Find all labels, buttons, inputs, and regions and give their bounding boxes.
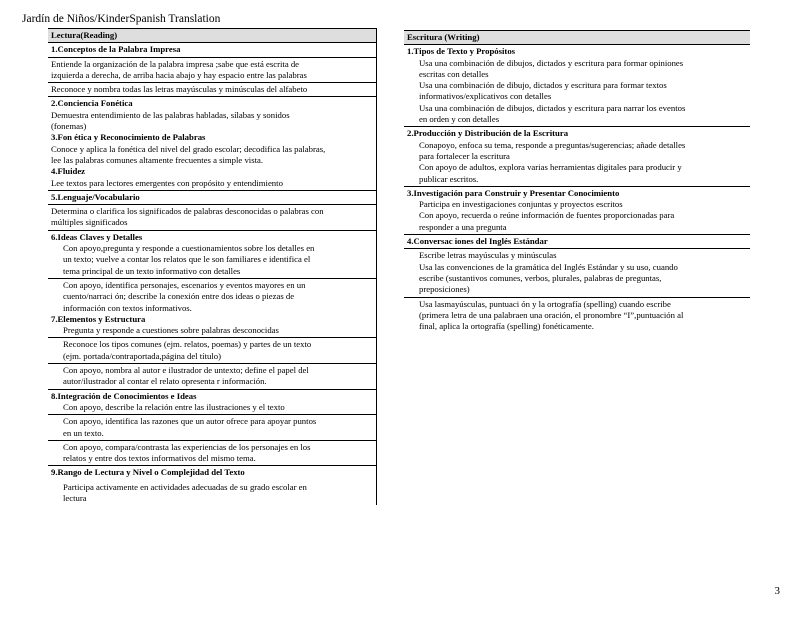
standard-text: Con apoyo, compara/contrasta las experiencias de los personajes en los relatos y entre dos textos informativos del mismo tema. (48, 441, 376, 467)
section-title: 4.Conversac iones del Inglés Estándar (407, 236, 548, 247)
standard-text: Reconoce los tipos comunes (ejm. relatos, poemas) y partes de un texto (ejm. portada/contraportada,página del título) (48, 338, 376, 364)
standard-text: Con apoyo, identifica personajes, escenarios y eventos mayores en un cuento/narraci ón; describe la conexión entre dos ideas o piezas de información con textos informativos. 7.Elementos y Estructura Pregunta y responde a cuestiones sobre palabras desconocidas (48, 279, 376, 338)
standard-text: Con apoyo, identifica las razones que un autor ofrece para apoyar puntos en un texto. (48, 415, 376, 441)
section-title: 9.Rango de Lectura y Nivel o Complejidad del Texto (51, 467, 245, 478)
section-title: 2.Conciencia Fonética (51, 98, 133, 109)
writing-header: Escritura (Writing) (404, 30, 750, 45)
section-title: 6.Ideas Claves y Detalles (51, 231, 143, 242)
standard-text: Reconoce y nombra todas las letras mayúsculas y minúsculas del alfabeto (48, 83, 376, 97)
section-title: 2.Producción y Distribución de la Escritura (407, 128, 569, 139)
section-title: 1.Tipos de Texto y Propósitos (407, 46, 516, 57)
section-title: 8.Integración de Conocimientos e Ideas (51, 390, 197, 401)
section-text-types: 1.Tipos de Texto y Propósitos Usa una combinación de dibujos, dictados y escritura para formar opiniones escritas con detalles Usa una combinación de dibujo, dictados y escritura para formar textos informativos/explicativos con detalles Usa una combinación de dibujos, dictados y escritura para narrar los eventos en orden y con detalles (404, 45, 750, 126)
section-title: 7.Elementos y Estructura (51, 313, 146, 324)
section-title: 4.Fluidez (51, 166, 86, 177)
section-conventions (404, 235, 750, 248)
standard-text: Entiende la organización de la palabra impresa ;sabe que está escrita de izquierda a derecha, de arriba hacia abajo y hay espacio entre las palabras (48, 58, 376, 84)
section-research: 3.Investigación para Construir y Presentar Conocimiento Participa en investigaciones conjuntas y proyectos escritos Con apoyo, recuerda o reúne información de fuentes proporcionadas para responder a una pregunta (404, 187, 750, 234)
standard-text: Usa lasmayúsculas, puntuaci ón y la ortografía (spelling) cuando escribe (primera letra de una palabraen una oración, el pronombre “I”,puntuación al final, aplica la ortografía (spelling) fonéticamente. (419, 298, 684, 332)
page-number: 3 (774, 585, 780, 597)
section-key-ideas: 6.Ideas Claves y Detalles Con apoyo,pregunta y responde a cuestionamientos sobre los detalles en un texto; vuelve a contar los relatos que le son familiares e identifica el tema principal de un texto informativo con detalles (48, 231, 376, 279)
writing-column (404, 30, 750, 333)
standard-text: Escribe letras mayúsculas y minúsculas Usa las convenciones de la gramática del Inglés Estándar y su uso, cuando escribe (sustantivos comunes, verbos, plurales, palabras de preguntas, preposiciones) (419, 250, 678, 295)
section-phonological-awareness: 2.Conciencia Fonética Demuestra entendimiento de las palabras habladas, sílabas y sonidos (fonemas) 3.Fon ética y Reconocimiento de Palabras Conoce y aplica la fonética del nivel del grado escolar; decodifica las palabras, lee las palabras comunes altamente frecuentes a simple vista. 4.Fluidez Lee textos para lectores emergentes con propósito y entendimiento (48, 97, 376, 190)
reading-header: Lectura(Reading) (48, 28, 376, 43)
section-vocabulary (48, 191, 376, 205)
section-range-of-reading: 9.Rango de Lectura y Nivel o Complejidad del Texto Participa activamente en actividades adecuadas de su grado escolar en lectura (48, 466, 376, 505)
section-title: 3.Fon ética y Reconocimiento de Palabras (51, 132, 206, 143)
standard-text: Con apoyo, nombra al autor e ilustrador de untexto; define el papel del autor/ilustrador al contar el relato opresenta r información. (48, 364, 376, 390)
section-print-concepts (48, 43, 376, 57)
section-integration: 8.Integración de Conocimientos e Ideas Con apoyo, describe la relación entre las ilustraciones y el texto (48, 390, 376, 416)
section-title: 3.Investigación para Construir y Presentar Conocimiento (407, 187, 620, 198)
document-title: Jardín de Niños/KinderSpanish Translation (22, 13, 221, 25)
section-title: 5.Lenguaje/Vocabulario (51, 191, 140, 202)
standard-text: Determina o clarifica los significados de palabras desconocidas o palabras con múltiples significados (48, 205, 376, 231)
section-production: 2.Producción y Distribución de la Escritura Conapoyo, enfoca su tema, responde a preguntas/sugerencias; añade detalles para fortalecer la escritura Con apoyo de adultos, explora varias herramientas digitales para producir y publicar escritos. (404, 127, 750, 185)
reading-column (48, 28, 377, 505)
section-title: 1.Conceptos de la Palabra Impresa (51, 44, 181, 55)
